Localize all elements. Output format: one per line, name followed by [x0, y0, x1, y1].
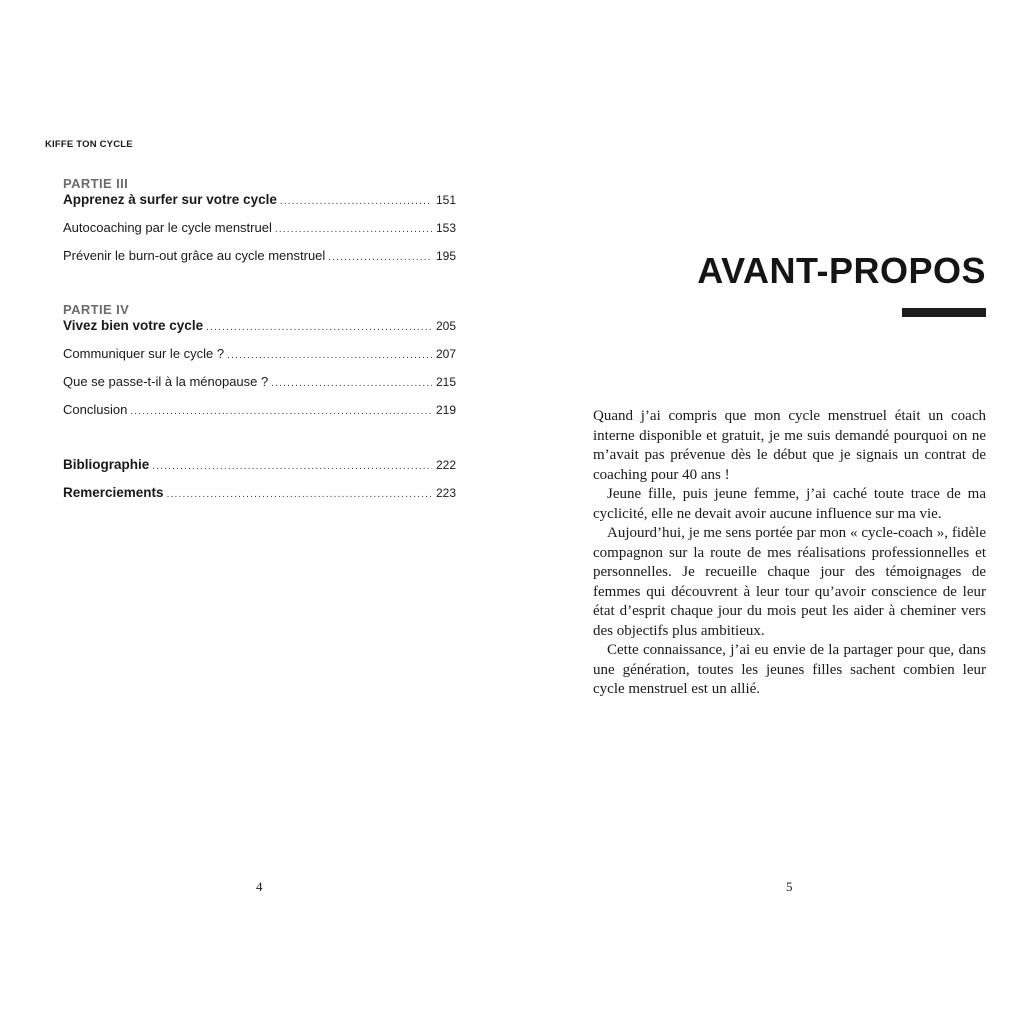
page-number: 5	[786, 879, 793, 894]
dot-leader	[152, 461, 432, 472]
toc-entry-title: Remerciements	[63, 485, 164, 500]
toc-entry[interactable]	[63, 402, 456, 417]
dot-leader	[280, 196, 432, 207]
toc-entry[interactable]	[63, 346, 456, 361]
running-head: KIFFE TON CYCLE	[45, 139, 133, 150]
toc-entry-page: 195	[435, 249, 456, 263]
toc-entry-page: 205	[435, 319, 456, 333]
toc-entry-page: 153	[435, 221, 456, 235]
toc-section-partie-iii	[63, 176, 456, 263]
dot-leader	[167, 489, 432, 500]
toc-section-partie-iv	[63, 302, 456, 417]
toc-entry[interactable]	[63, 318, 456, 333]
toc-entry-page: 223	[435, 486, 456, 500]
toc-entry[interactable]	[63, 248, 456, 263]
title-rule	[902, 308, 986, 317]
dot-leader	[130, 406, 432, 417]
toc-entry[interactable]	[63, 374, 456, 389]
dot-leader	[271, 378, 432, 389]
toc-entry-page: 219	[435, 403, 456, 417]
toc-entry-title: Que se passe-t-il à la ménopause ?	[63, 374, 269, 389]
left-page	[0, 0, 515, 1031]
toc-entry-title: Prévenir le burn-out grâce au cycle menstruel	[63, 248, 326, 263]
toc-entry-page: 222	[435, 458, 456, 472]
page-number: 4	[256, 879, 263, 894]
part-label: PARTIE IV	[63, 302, 130, 317]
toc-entry[interactable]	[63, 192, 456, 207]
toc-entry-page: 207	[435, 347, 456, 361]
paragraph: Cette connaissance, j’ai eu envie de la partager pour que, dans une génération, toutes les jeunes filles sachent combien leur cycle menstruel est un allié.	[593, 642, 986, 697]
chapter-title: AVANT-PROPOS	[697, 250, 986, 291]
toc-entry-title: Autocoaching par le cycle menstruel	[63, 220, 272, 235]
paragraph: Quand j’ai compris que mon cycle menstruel était un coach interne disponible et gratuit, je me suis demandé pourquoi on ne m’avait pas prévenue dès le début que je signais un contrat de coaching pour 40 ans !	[593, 408, 986, 483]
toc-entry-page: 215	[435, 375, 456, 389]
toc-entry-title: Conclusion	[63, 402, 128, 417]
dot-leader	[227, 350, 432, 361]
paragraph: Jeune fille, puis jeune femme, j’ai caché toute trace de ma cyclicité, elle ne devait avoir aucune influence sur ma vie.	[593, 486, 986, 522]
toc-entry-title: Vivez bien votre cycle	[63, 318, 204, 333]
toc-entry-title: Apprenez à surfer sur votre cycle	[63, 192, 277, 207]
body-text	[593, 407, 986, 700]
toc-entry[interactable]	[63, 220, 456, 235]
right-page	[515, 0, 1031, 1031]
dot-leader	[275, 224, 432, 235]
toc-entry-page: 151	[435, 193, 456, 207]
part-label: PARTIE III	[63, 176, 129, 191]
toc-entry-title: Communiquer sur le cycle ?	[63, 346, 225, 361]
paragraph: Aujourd’hui, je me sens portée par mon « cycle-coach », fidèle compagnon sur la route de mes réalisations professionnelles et personnelles. Je recueille chaque jour des témoignages de femmes qui découvrent à leur tour qu’avoir conscience de leur état d’esprit chaque jour du mois peut les aider à cheminer vers des objectifs plus ambitieux.	[593, 525, 986, 639]
dot-leader	[206, 322, 432, 333]
dot-leader	[328, 252, 432, 263]
toc-section-back-matter	[63, 457, 456, 500]
toc-entry[interactable]	[63, 457, 456, 472]
toc-entry-title: Bibliographie	[63, 457, 150, 472]
toc-entry[interactable]	[63, 485, 456, 500]
